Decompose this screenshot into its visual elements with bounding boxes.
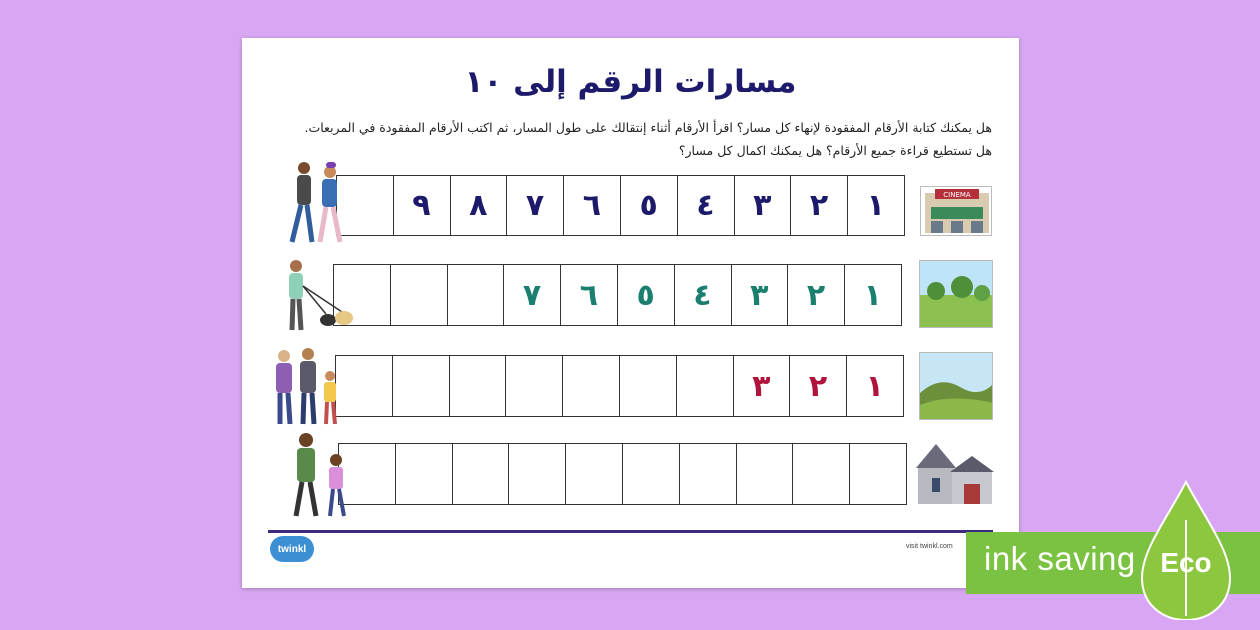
visit-link-text: visit twinkl.com (906, 543, 953, 550)
track-cell[interactable] (849, 443, 907, 505)
number-track-3 (336, 355, 904, 417)
track-cell[interactable] (451, 443, 509, 505)
track-cell[interactable]: ٥ (616, 264, 674, 326)
number-track-4 (339, 443, 907, 505)
ink-saving-label: ink saving (984, 540, 1136, 577)
number-track-1 (337, 175, 905, 236)
track-cell[interactable] (678, 443, 736, 505)
number-track-2 (334, 264, 902, 326)
track-cell[interactable]: ٢ (789, 355, 847, 417)
track-cell[interactable]: ٧ (503, 264, 561, 326)
track-cell[interactable] (389, 264, 447, 326)
track-cell[interactable]: ٥ (619, 175, 677, 236)
track-cell[interactable]: ٢ (790, 175, 848, 236)
eco-label: Eco (1160, 547, 1212, 578)
track-cell[interactable] (505, 355, 563, 417)
track-cell[interactable] (565, 443, 623, 505)
instructions-line-1: هل يمكنك كتابة الأرقام المفقودة لإنهاء كل مسار؟ اقرأ الأرقام أثناء إنتقالك على طول المسار، ثم اكتب الأرقام المفقودة في المربعات. (304, 120, 992, 135)
track-cell[interactable]: ١ (847, 175, 905, 236)
page-title: مسارات الرقم إلى ١٠ (464, 64, 797, 100)
track-cell[interactable] (792, 443, 850, 505)
track-cell[interactable]: ٣ (730, 264, 788, 326)
track-cell[interactable]: ١ (844, 264, 902, 326)
track-cell[interactable]: ٤ (673, 264, 731, 326)
track-cell[interactable]: ٨ (449, 175, 507, 236)
track-cell[interactable] (735, 443, 793, 505)
track-cell[interactable]: ٩ (392, 175, 450, 236)
track-cell[interactable]: ٦ (560, 264, 618, 326)
cinema-sign: CINEMA (943, 191, 971, 199)
park-illustration (919, 260, 993, 328)
footer-divider (268, 530, 993, 533)
track-cell[interactable] (446, 264, 504, 326)
dog-walker-illustration (276, 256, 358, 336)
track-cell[interactable] (675, 355, 733, 417)
eco-leaf-icon (1136, 480, 1236, 620)
track-cell[interactable] (562, 355, 620, 417)
track-cell[interactable] (391, 355, 449, 417)
hills-illustration (919, 352, 993, 420)
track-cell[interactable]: ٤ (676, 175, 734, 236)
track-cell[interactable] (394, 443, 452, 505)
cinema-illustration (920, 186, 992, 236)
track-cell[interactable]: ٧ (506, 175, 564, 236)
track-cell[interactable] (618, 355, 676, 417)
instructions-line-2: هل تستطيع قراءة جميع الأرقام؟ هل يمكنك اكمال كل مسار؟ (678, 143, 992, 158)
worksheet (242, 38, 1019, 588)
church-illustration (910, 438, 996, 508)
twinkl-logo: twinkl (270, 536, 314, 562)
track-cell[interactable]: ٣ (732, 355, 790, 417)
track-cell[interactable]: ٣ (733, 175, 791, 236)
family-hikers-illustration (268, 346, 352, 428)
track-cell[interactable] (621, 443, 679, 505)
track-cell[interactable]: ٦ (563, 175, 621, 236)
parent-and-child-illustration (282, 430, 358, 520)
walking-couple-illustration (282, 158, 352, 248)
track-cell[interactable]: ٢ (787, 264, 845, 326)
track-cell[interactable] (508, 443, 566, 505)
track-cell[interactable]: ١ (846, 355, 904, 417)
track-cell[interactable] (448, 355, 506, 417)
